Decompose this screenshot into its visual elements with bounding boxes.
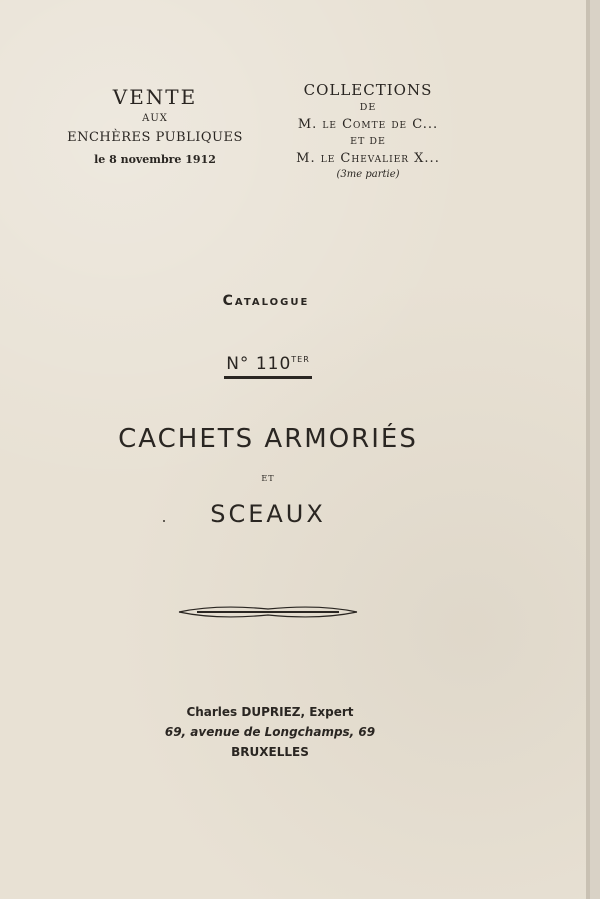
collections-heading: COLLECTIONS <box>303 81 433 99</box>
catalogue-number-wrap <box>0 354 536 379</box>
catalogue-number <box>224 354 312 379</box>
main-title: CACHETS ARMORIÉS <box>118 424 418 454</box>
expert-name: Charles DUPRIEZ, Expert <box>186 705 354 719</box>
sale-date: le 8 novembre 1912 <box>94 153 216 167</box>
paper-speck <box>163 520 165 522</box>
vente-heading: VENTE <box>112 85 198 109</box>
double-rule-ornament-icon <box>177 602 359 622</box>
expert-city: BRUXELLES <box>231 745 309 759</box>
partie-label: (3me partie) <box>336 168 400 180</box>
aux-label: AUX <box>142 113 168 124</box>
encheres-label: ENCHÈRES PUBLIQUES <box>67 129 243 145</box>
de-label: DE <box>359 102 377 114</box>
comte-name: M. le Comte de C... <box>297 117 439 133</box>
et-de-label: ET DE <box>350 136 386 148</box>
et-connector: ET <box>261 474 275 483</box>
collections-block <box>250 82 486 180</box>
sale-info-block <box>60 86 250 167</box>
expert-block <box>0 702 540 762</box>
subtitle: SCEAUX <box>210 500 326 528</box>
expert-address: 69, avenue de Longchamps, 69 <box>164 725 376 739</box>
chevalier-name: M. le Chevalier X... <box>296 151 440 167</box>
catalogue-heading: Catalogue <box>222 293 310 309</box>
catalogue-number-value: N° 110 <box>226 354 292 374</box>
catalogue-number-suffix: TER <box>291 355 310 364</box>
